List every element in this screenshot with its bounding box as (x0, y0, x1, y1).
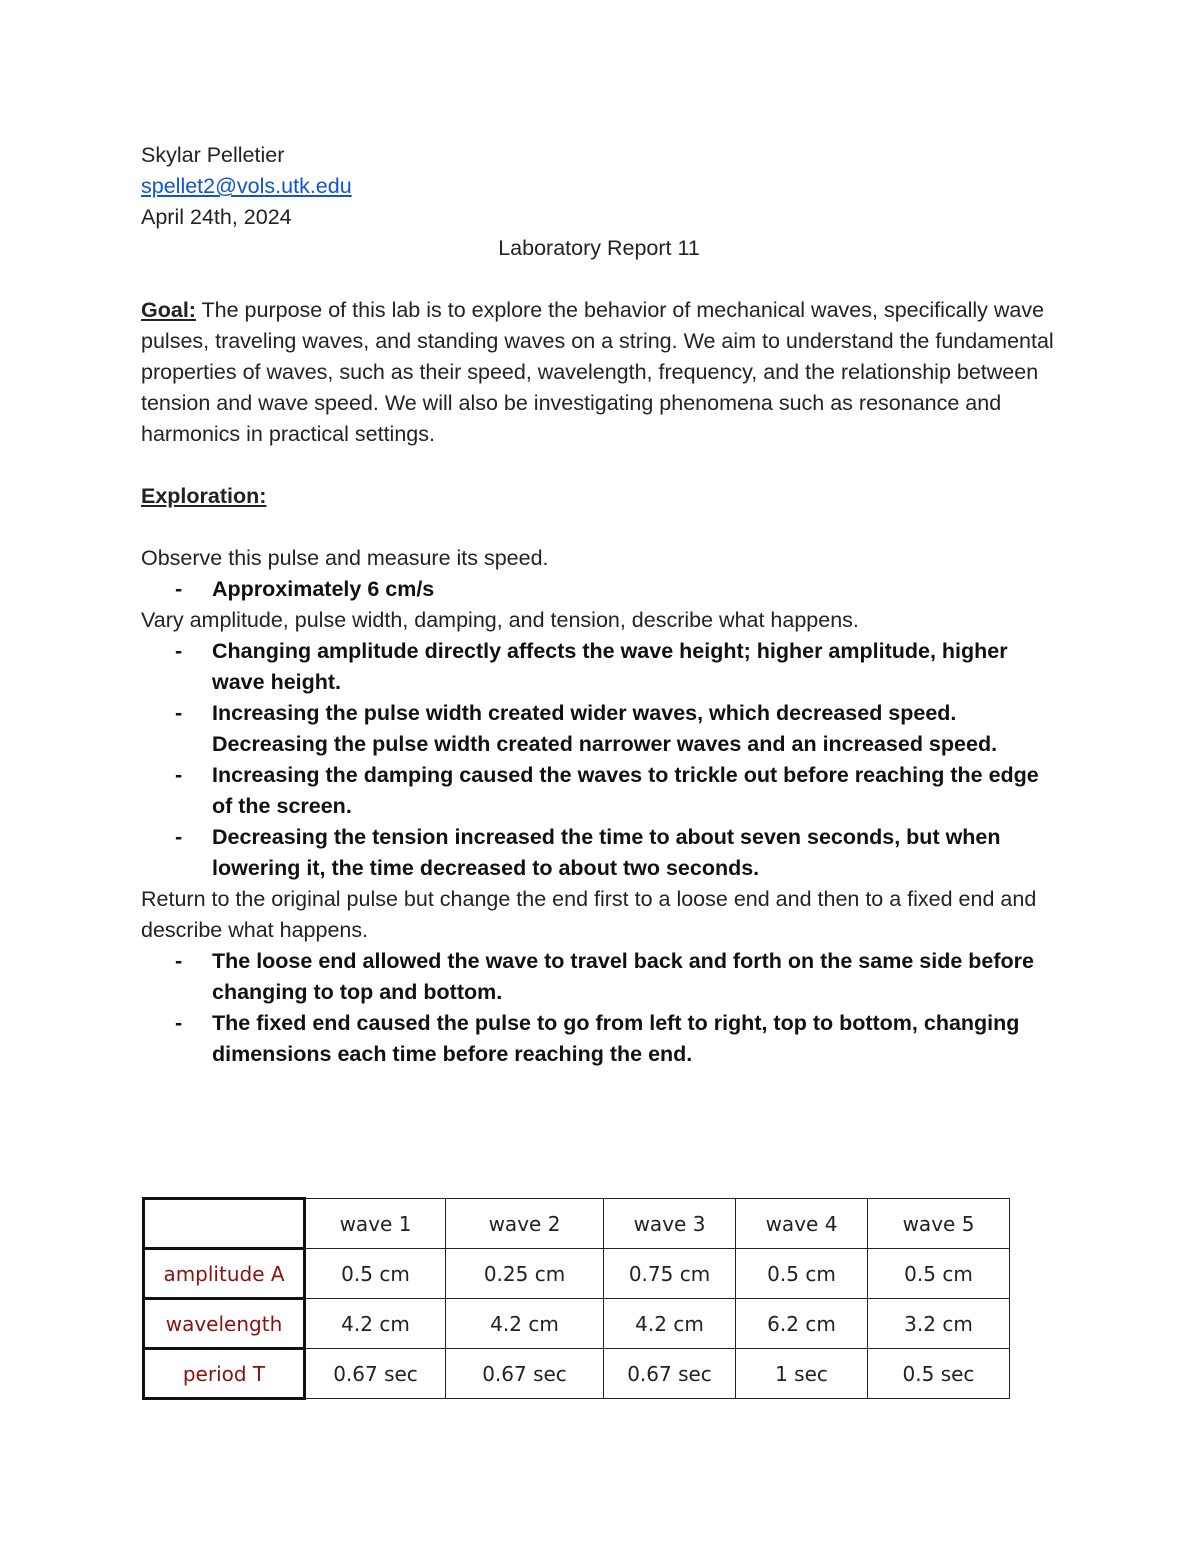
email-link[interactable]: spellet2@vols.utk.edu (141, 174, 352, 198)
table-cell: 0.5 cm (736, 1249, 868, 1299)
column-header: wave 3 (604, 1199, 736, 1249)
column-header: wave 1 (305, 1199, 446, 1249)
table-cell: 0.67 sec (305, 1349, 446, 1399)
column-header: wave 5 (868, 1199, 1010, 1249)
exploration-section (141, 884, 1061, 1070)
goal-label: Goal: (141, 298, 196, 322)
column-header: wave 4 (736, 1199, 868, 1249)
row-label: amplitude A (144, 1249, 305, 1299)
spacer (141, 512, 1061, 543)
table-cell: 0.25 cm (446, 1249, 604, 1299)
exploration-prompt: Return to the original pulse but change the end first to a loose end and then to a fixed end and describe what happens. (141, 887, 1037, 942)
dash-bullet: - (175, 577, 183, 601)
wave-table-wrapper (142, 1197, 1010, 1400)
table-cell: 0.5 cm (868, 1249, 1010, 1299)
exploration-label: Exploration: (141, 484, 267, 508)
dash-bullet: - (175, 639, 183, 663)
answer-list (141, 636, 1061, 884)
table-row (144, 1349, 1010, 1399)
column-header: wave 2 (446, 1199, 604, 1249)
exploration-heading (141, 481, 1061, 512)
table-cell: 0.67 sec (446, 1349, 604, 1399)
report-date: April 24th, 2024 (141, 205, 292, 229)
answer-text: Changing amplitude directly affects the wave height; higher amplitude, higher wave height. (212, 639, 1008, 694)
answer-text: Increasing the pulse width created wider waves, which decreased speed. Decreasing the pulse width created narrower waves and an increased speed. (212, 701, 998, 756)
table-row (144, 1249, 1010, 1299)
table-cell: 4.2 cm (446, 1299, 604, 1349)
dash-bullet: - (175, 825, 183, 849)
dash-bullet: - (175, 763, 183, 787)
table-cell: 4.2 cm (305, 1299, 446, 1349)
answer-item (175, 822, 1061, 884)
exploration-section (141, 605, 1061, 884)
table-cell: 0.75 cm (604, 1249, 736, 1299)
answer-text: The loose end allowed the wave to travel back and forth on the same side before changing to top and bottom. (212, 949, 1034, 1004)
exploration-prompt: Vary amplitude, pulse width, damping, and tension, describe what happens. (141, 608, 859, 632)
spacer (141, 264, 1061, 295)
table-row (144, 1299, 1010, 1349)
row-label: wavelength (144, 1299, 305, 1349)
answer-text: Approximately 6 cm/s (212, 577, 435, 601)
answer-item (175, 946, 1061, 1008)
table-cell: 0.5 cm (305, 1249, 446, 1299)
answer-item (175, 636, 1061, 698)
author-name: Skylar Pelletier (141, 143, 285, 167)
answer-text: Increasing the damping caused the waves to trickle out before reaching the edge of the screen. (212, 763, 1039, 818)
report-title: Laboratory Report 11 (498, 236, 700, 260)
answer-item (175, 574, 1061, 605)
answer-item (175, 760, 1061, 822)
wave-table (142, 1197, 1010, 1400)
answer-item (175, 698, 1061, 760)
answer-list (141, 946, 1061, 1070)
dash-bullet: - (175, 949, 183, 973)
answer-item (175, 1008, 1061, 1070)
document-page (141, 140, 1061, 1070)
table-cell: 3.2 cm (868, 1299, 1010, 1349)
table-cell: 6.2 cm (736, 1299, 868, 1349)
row-label: period T (144, 1349, 305, 1399)
table-cell: 4.2 cm (604, 1299, 736, 1349)
answer-text: The fixed end caused the pulse to go from left to right, top to bottom, changing dimensions each time before reaching the end. (212, 1011, 1020, 1066)
table-corner-cell (144, 1199, 305, 1249)
exploration-prompt: Observe this pulse and measure its speed. (141, 546, 549, 570)
dash-bullet: - (175, 1011, 183, 1035)
exploration-section (141, 543, 1061, 605)
table-cell: 1 sec (736, 1349, 868, 1399)
dash-bullet: - (175, 701, 183, 725)
table-cell: 0.67 sec (604, 1349, 736, 1399)
answer-text: Decreasing the tension increased the time to about seven seconds, but when lowering it, the time decreased to about two seconds. (212, 825, 1001, 880)
email-link-line (141, 171, 1061, 202)
goal-paragraph (141, 295, 1061, 450)
goal-text: The purpose of this lab is to explore the behavior of mechanical waves, specifically wave pulses, traveling waves, and standing waves on a string. We aim to understand the fundamental properties of waves, such as their speed, wavelength, frequency, and the relationship between tension and wave speed. We will also be investigating phenomena such as resonance and harmonics in practical settings. (141, 298, 1054, 446)
answer-list (141, 574, 1061, 605)
spacer (141, 450, 1061, 481)
table-cell: 0.5 sec (868, 1349, 1010, 1399)
table-header-row (144, 1199, 1010, 1249)
